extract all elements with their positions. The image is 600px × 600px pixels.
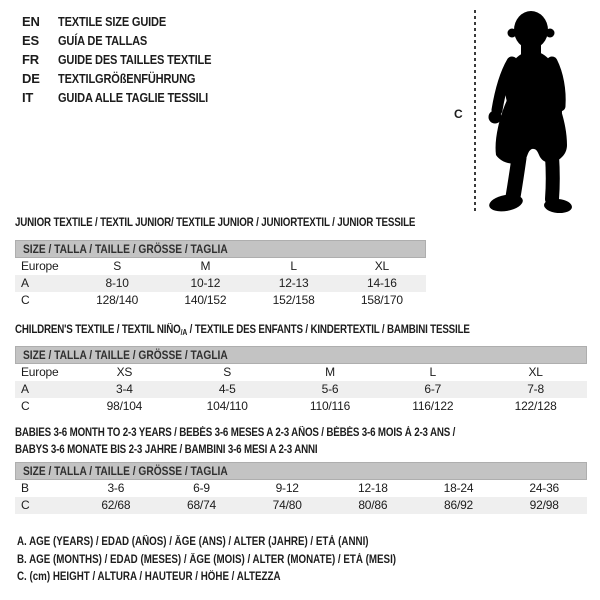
- row-label: C: [21, 399, 30, 413]
- children-table: [15, 346, 587, 415]
- table-cell: XL: [374, 259, 390, 273]
- table-cell: 4-5: [218, 382, 236, 396]
- lang-row-es: [22, 31, 238, 50]
- footnotes: [17, 534, 463, 587]
- lang-title: TEXTILE SIZE GUIDE: [58, 14, 167, 29]
- table-cell: 68/74: [186, 498, 217, 512]
- table-cell: 128/140: [96, 293, 139, 307]
- lang-code: DE: [22, 71, 40, 86]
- footnote-b: B. AGE (MONTHS) / EDAD (MESES) / ÂGE (MOIS) / ALTER (MONATE) / ETÀ (MESI): [17, 553, 397, 566]
- table-cell: 74/80: [272, 498, 302, 512]
- table-cell: 80/86: [358, 498, 388, 512]
- table-row: [15, 398, 587, 415]
- table-cell: L: [429, 365, 437, 379]
- language-title-list: [22, 12, 238, 107]
- title-subscript: /A: [180, 328, 188, 337]
- title-line-1: BABIES 3-6 MONTH TO 2-3 YEARS / BEBÉS 3-6 MESES A 2-3 AÑOS / BÉBÉS 3-6 MOIS À 2-3 ANS /: [15, 427, 456, 439]
- junior-table: [15, 240, 426, 309]
- lang-title: GUIDA ALLE TAGLIE TESSILI: [58, 90, 209, 105]
- title-line-2: BABYS 3-6 MONATE BIS 2-3 JAHRE / BAMBINI 3-6 MESI A 2-3 ANNI: [15, 444, 318, 456]
- table-cell: M: [325, 365, 335, 379]
- table-row: [15, 497, 587, 514]
- lang-row-en: [22, 12, 238, 31]
- table-cell: 116/122: [412, 399, 454, 413]
- height-measure-dashed-line: [474, 10, 476, 212]
- table-cell: 3-4: [116, 382, 133, 396]
- table-row: [15, 364, 587, 381]
- children-table-title: [15, 322, 470, 339]
- height-measure-label: C: [454, 107, 463, 121]
- lang-title: GUIDE DES TAILLES TEXTILE: [58, 52, 212, 67]
- table-cell: L: [290, 259, 297, 273]
- row-label: Europe: [21, 259, 59, 273]
- row-label: B: [21, 481, 29, 495]
- table-cell: 86/92: [444, 498, 474, 512]
- table-cell: 122/128: [514, 399, 557, 413]
- size-header-label: SIZE / TALLA / TAILLE / GRÖSSE / TAGLIA: [23, 464, 228, 478]
- table-cell: 9-12: [275, 481, 299, 495]
- footnote-c: C. (cm) HEIGHT / ALTURA / HAUTEUR / HÖHE / ALTEZZA: [17, 571, 281, 583]
- lang-row-de: [22, 69, 238, 88]
- table-cell: 10-12: [190, 276, 221, 290]
- title-text: / TEXTILE DES ENFANTS / KINDERTEXTIL / BAMBINI TESSILE: [187, 324, 470, 336]
- table-cell: 104/110: [206, 399, 248, 413]
- table-cell: 12-13: [278, 276, 309, 290]
- lang-row-fr: [22, 50, 238, 69]
- lang-code: EN: [22, 14, 40, 29]
- table-row: [15, 258, 426, 275]
- babies-table: [15, 462, 587, 514]
- footnote-a: A. AGE (YEARS) / EDAD (AÑOS) / ÂGE (ANS) / ALTER (JAHRE) / ETÀ (ANNI): [17, 536, 369, 548]
- babies-table-title: [15, 425, 455, 459]
- lang-code: ES: [22, 33, 39, 48]
- table-cell: XL: [528, 365, 543, 379]
- lang-title: TEXTILGRÖßENFÜHRUNG: [58, 71, 196, 86]
- row-label: C: [21, 498, 30, 512]
- table-cell: 24-36: [529, 481, 560, 495]
- table-cell: 3-6: [107, 481, 125, 495]
- size-header-label: SIZE / TALLA / TAILLE / GRÖSSE / TAGLIA: [23, 348, 228, 362]
- junior-table-title: JUNIOR TEXTILE / TEXTIL JUNIOR/ TEXTILE JUNIOR / JUNIORTEXTIL / JUNIOR TESSILE: [15, 217, 416, 229]
- table-cell: M: [200, 259, 211, 273]
- table-cell: S: [223, 365, 232, 379]
- table-cell: 12-18: [358, 481, 388, 495]
- table-row: [15, 275, 426, 292]
- title-text: CHILDREN'S TEXTILE / TEXTIL NIÑO: [15, 324, 181, 336]
- table-cell: 140/152: [184, 293, 227, 307]
- row-label: A: [21, 276, 29, 290]
- table-cell: 5-6: [321, 382, 339, 396]
- table-cell: 7-8: [527, 382, 544, 396]
- lang-row-it: [22, 88, 238, 107]
- table-row: [15, 292, 426, 309]
- table-cell: 152/158: [272, 293, 315, 307]
- lang-code: FR: [22, 52, 39, 67]
- row-label: A: [21, 382, 29, 396]
- table-cell: 18-24: [443, 481, 474, 495]
- table-cell: 14-16: [367, 276, 397, 290]
- table-cell: 98/104: [106, 399, 143, 413]
- size-header-bar: [15, 346, 587, 364]
- table-cell: S: [113, 259, 122, 273]
- table-cell: 8-10: [105, 276, 129, 290]
- table-row: [15, 480, 587, 497]
- row-label: C: [21, 293, 30, 307]
- table-cell: 6-9: [193, 481, 210, 495]
- table-cell: 110/116: [309, 399, 351, 413]
- lang-code: IT: [22, 90, 34, 105]
- table-cell: 6-7: [424, 382, 442, 396]
- table-cell: 92/98: [529, 498, 559, 512]
- size-header-bar: [15, 462, 587, 480]
- lang-title: GUÍA DE TALLAS: [58, 33, 148, 48]
- table-cell: 158/170: [360, 293, 403, 307]
- size-header-label: SIZE / TALLA / TAILLE / GRÖSSE / TAGLIA: [23, 242, 228, 256]
- size-header-bar: [15, 240, 426, 258]
- row-label: Europe: [21, 365, 59, 379]
- baby-silhouette-icon: [483, 8, 583, 213]
- table-row: [15, 381, 587, 398]
- table-cell: XS: [116, 365, 133, 379]
- table-cell: 62/68: [101, 498, 131, 512]
